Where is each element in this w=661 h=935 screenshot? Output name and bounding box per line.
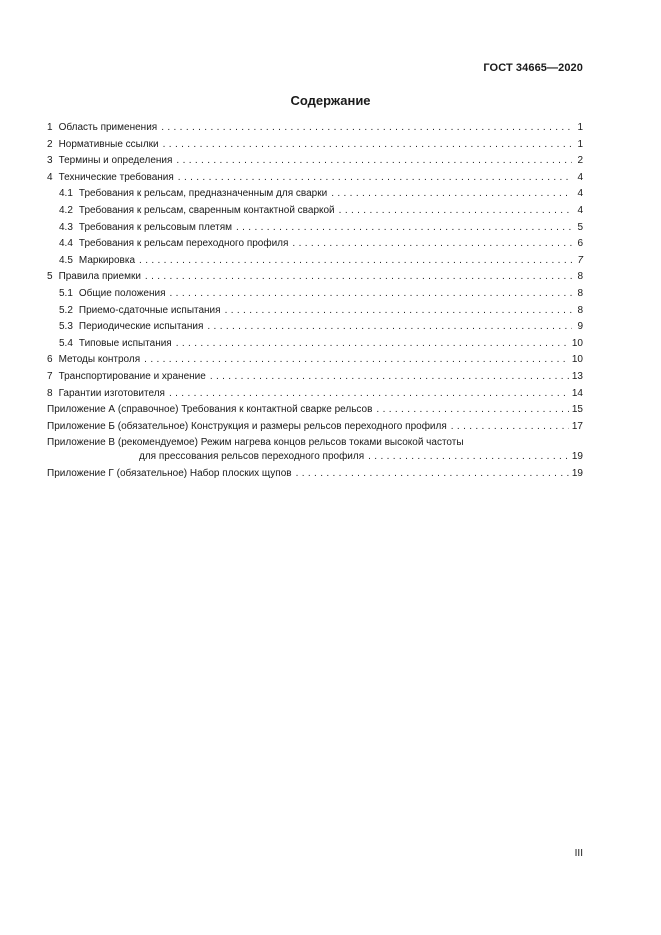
leader-dots <box>145 269 572 286</box>
toc-entry[interactable] <box>47 303 583 320</box>
toc-entry-number: 5 <box>47 271 53 283</box>
toc-entry[interactable] <box>47 286 583 303</box>
toc-entry-page: 8 <box>577 304 583 316</box>
toc-entry-number: 6 <box>47 354 53 366</box>
toc-entry[interactable] <box>47 137 583 154</box>
toc-entry-label: Правила приемки <box>58 271 141 283</box>
toc-entry-label: Приложение Б (обязательное) Конструкция и размеры рельсов переходного профиля <box>47 420 447 432</box>
toc-entry-label: Приложение А (справочное) Требования к контактной сварке рельсов <box>47 404 373 416</box>
toc-entry-page: 10 <box>571 354 583 366</box>
toc-entry[interactable] <box>47 120 583 137</box>
toc-entry-page: 19 <box>571 468 583 480</box>
toc-entry-page: 1 <box>577 138 583 150</box>
toc-entry-label: Технические требования <box>58 171 174 183</box>
toc-entry-number: 5.3 <box>59 321 73 333</box>
toc-entry-number: 7 <box>47 370 53 382</box>
toc-entry-label: Приемо-сдаточные испытания <box>78 304 221 316</box>
leader-dots <box>368 450 569 464</box>
toc-entry[interactable] <box>47 319 583 336</box>
toc-entry-label: Общие положения <box>78 287 166 299</box>
leader-dots <box>376 402 568 419</box>
toc-entry[interactable] <box>47 402 583 419</box>
toc-entry[interactable] <box>47 386 583 403</box>
toc-entry-number: 4.1 <box>59 188 73 200</box>
page-number: III <box>574 848 583 859</box>
toc-entry-label: Маркировка <box>78 254 136 266</box>
toc-entry-number: 4.3 <box>59 221 73 233</box>
toc-entry-page: 9 <box>577 321 583 333</box>
toc-entry-appendix-v-continuation[interactable] <box>47 450 583 464</box>
toc-entry-page: 6 <box>577 238 583 250</box>
toc-entry-number: 5.1 <box>59 287 73 299</box>
leader-dots <box>225 303 572 320</box>
toc-entry[interactable] <box>47 253 583 270</box>
toc-entry-page: 14 <box>571 387 583 399</box>
toc-entry[interactable] <box>47 369 583 386</box>
toc-entry[interactable] <box>47 170 583 187</box>
toc-entry-appendix-g[interactable] <box>47 466 583 483</box>
toc-entry-label: Гарантии изготовителя <box>58 387 165 399</box>
toc-entry[interactable] <box>47 336 583 353</box>
leader-dots <box>144 352 569 369</box>
page-title: Содержание <box>290 93 371 108</box>
toc-entry-label: для прессования рельсов переходного профиля <box>139 451 365 463</box>
toc-entry-label: Типовые испытания <box>78 337 172 349</box>
toc-entry-page: 4 <box>577 188 583 200</box>
leader-dots <box>207 319 572 336</box>
leader-dots <box>451 419 569 436</box>
toc-entry[interactable] <box>47 419 583 436</box>
toc-entry-number: 3 <box>47 155 53 167</box>
leader-dots <box>139 253 572 270</box>
toc-entry[interactable] <box>47 236 583 253</box>
toc-entry[interactable] <box>47 153 583 170</box>
toc-entry-label: Требования к рельсовым плетям <box>78 221 232 233</box>
leader-dots <box>161 120 572 137</box>
toc-entry-appendix-v[interactable] <box>47 435 583 450</box>
toc-entry-page: 8 <box>577 271 583 283</box>
document-code: ГОСТ 34665—2020 <box>483 62 583 74</box>
toc-entry-label: Термины и определения <box>58 155 173 167</box>
leader-dots <box>178 170 572 187</box>
toc-entry-page: 1 <box>577 122 583 133</box>
toc-entry-label: Требования к рельсам, предназначенным для сварки <box>78 188 328 200</box>
leader-dots <box>331 186 572 203</box>
toc-entry-label: Приложение В (рекомендуемое) Режим нагрева концов рельсов токами высокой частоты <box>47 437 464 449</box>
toc-entry-page: 10 <box>571 337 583 349</box>
toc-entry-number: 4.2 <box>59 204 73 216</box>
toc-entry-page: 4 <box>577 204 583 216</box>
toc-entry-page: 2 <box>577 155 583 167</box>
toc-entry-number: 1 <box>47 122 53 133</box>
toc-entry[interactable] <box>47 203 583 220</box>
toc-entry-page: 7 <box>577 254 583 266</box>
toc-entry-label: Требования к рельсам переходного профиля <box>78 238 289 250</box>
leader-dots <box>176 153 572 170</box>
toc-entry-label: Приложение Г (обязательное) Набор плоских щупов <box>47 468 292 480</box>
toc-entry-number: 5.2 <box>59 304 73 316</box>
toc-entry-number: 2 <box>47 138 53 150</box>
toc-entry-page: 17 <box>571 420 583 432</box>
leader-dots <box>170 286 573 303</box>
toc-entry[interactable] <box>47 269 583 286</box>
toc-entry-label: Транспортирование и хранение <box>58 370 206 382</box>
table-of-contents <box>47 120 583 483</box>
toc-entry-number: 4.4 <box>59 238 73 250</box>
toc-entry[interactable] <box>47 186 583 203</box>
toc-entry-label: Требования к рельсам, сваренным контактной сваркой <box>78 204 335 216</box>
toc-entry-label: Методы контроля <box>58 354 141 366</box>
toc-entry-page: 4 <box>577 171 583 183</box>
toc-entry-label: Область применения <box>58 122 158 133</box>
leader-dots <box>210 369 569 386</box>
leader-dots <box>292 236 572 253</box>
toc-entry-page: 19 <box>571 451 583 463</box>
toc-entry[interactable] <box>47 220 583 237</box>
leader-dots <box>236 220 572 237</box>
toc-entry[interactable] <box>47 352 583 369</box>
toc-entry-label: Нормативные ссылки <box>58 138 159 150</box>
toc-entry-page: 13 <box>571 370 583 382</box>
toc-entry-number: 5.4 <box>59 337 73 349</box>
leader-dots <box>176 336 569 353</box>
leader-dots <box>163 137 572 154</box>
toc-entry-number: 8 <box>47 387 53 399</box>
toc-entry-number: 4.5 <box>59 254 73 266</box>
toc-entry-number: 4 <box>47 171 53 183</box>
toc-entry-page: 8 <box>577 287 583 299</box>
leader-dots <box>296 466 569 483</box>
toc-entry-page: 5 <box>577 221 583 233</box>
leader-dots <box>339 203 572 220</box>
toc-entry-label: Периодические испытания <box>78 321 204 333</box>
leader-dots <box>169 386 569 403</box>
toc-entry-page: 15 <box>571 404 583 416</box>
